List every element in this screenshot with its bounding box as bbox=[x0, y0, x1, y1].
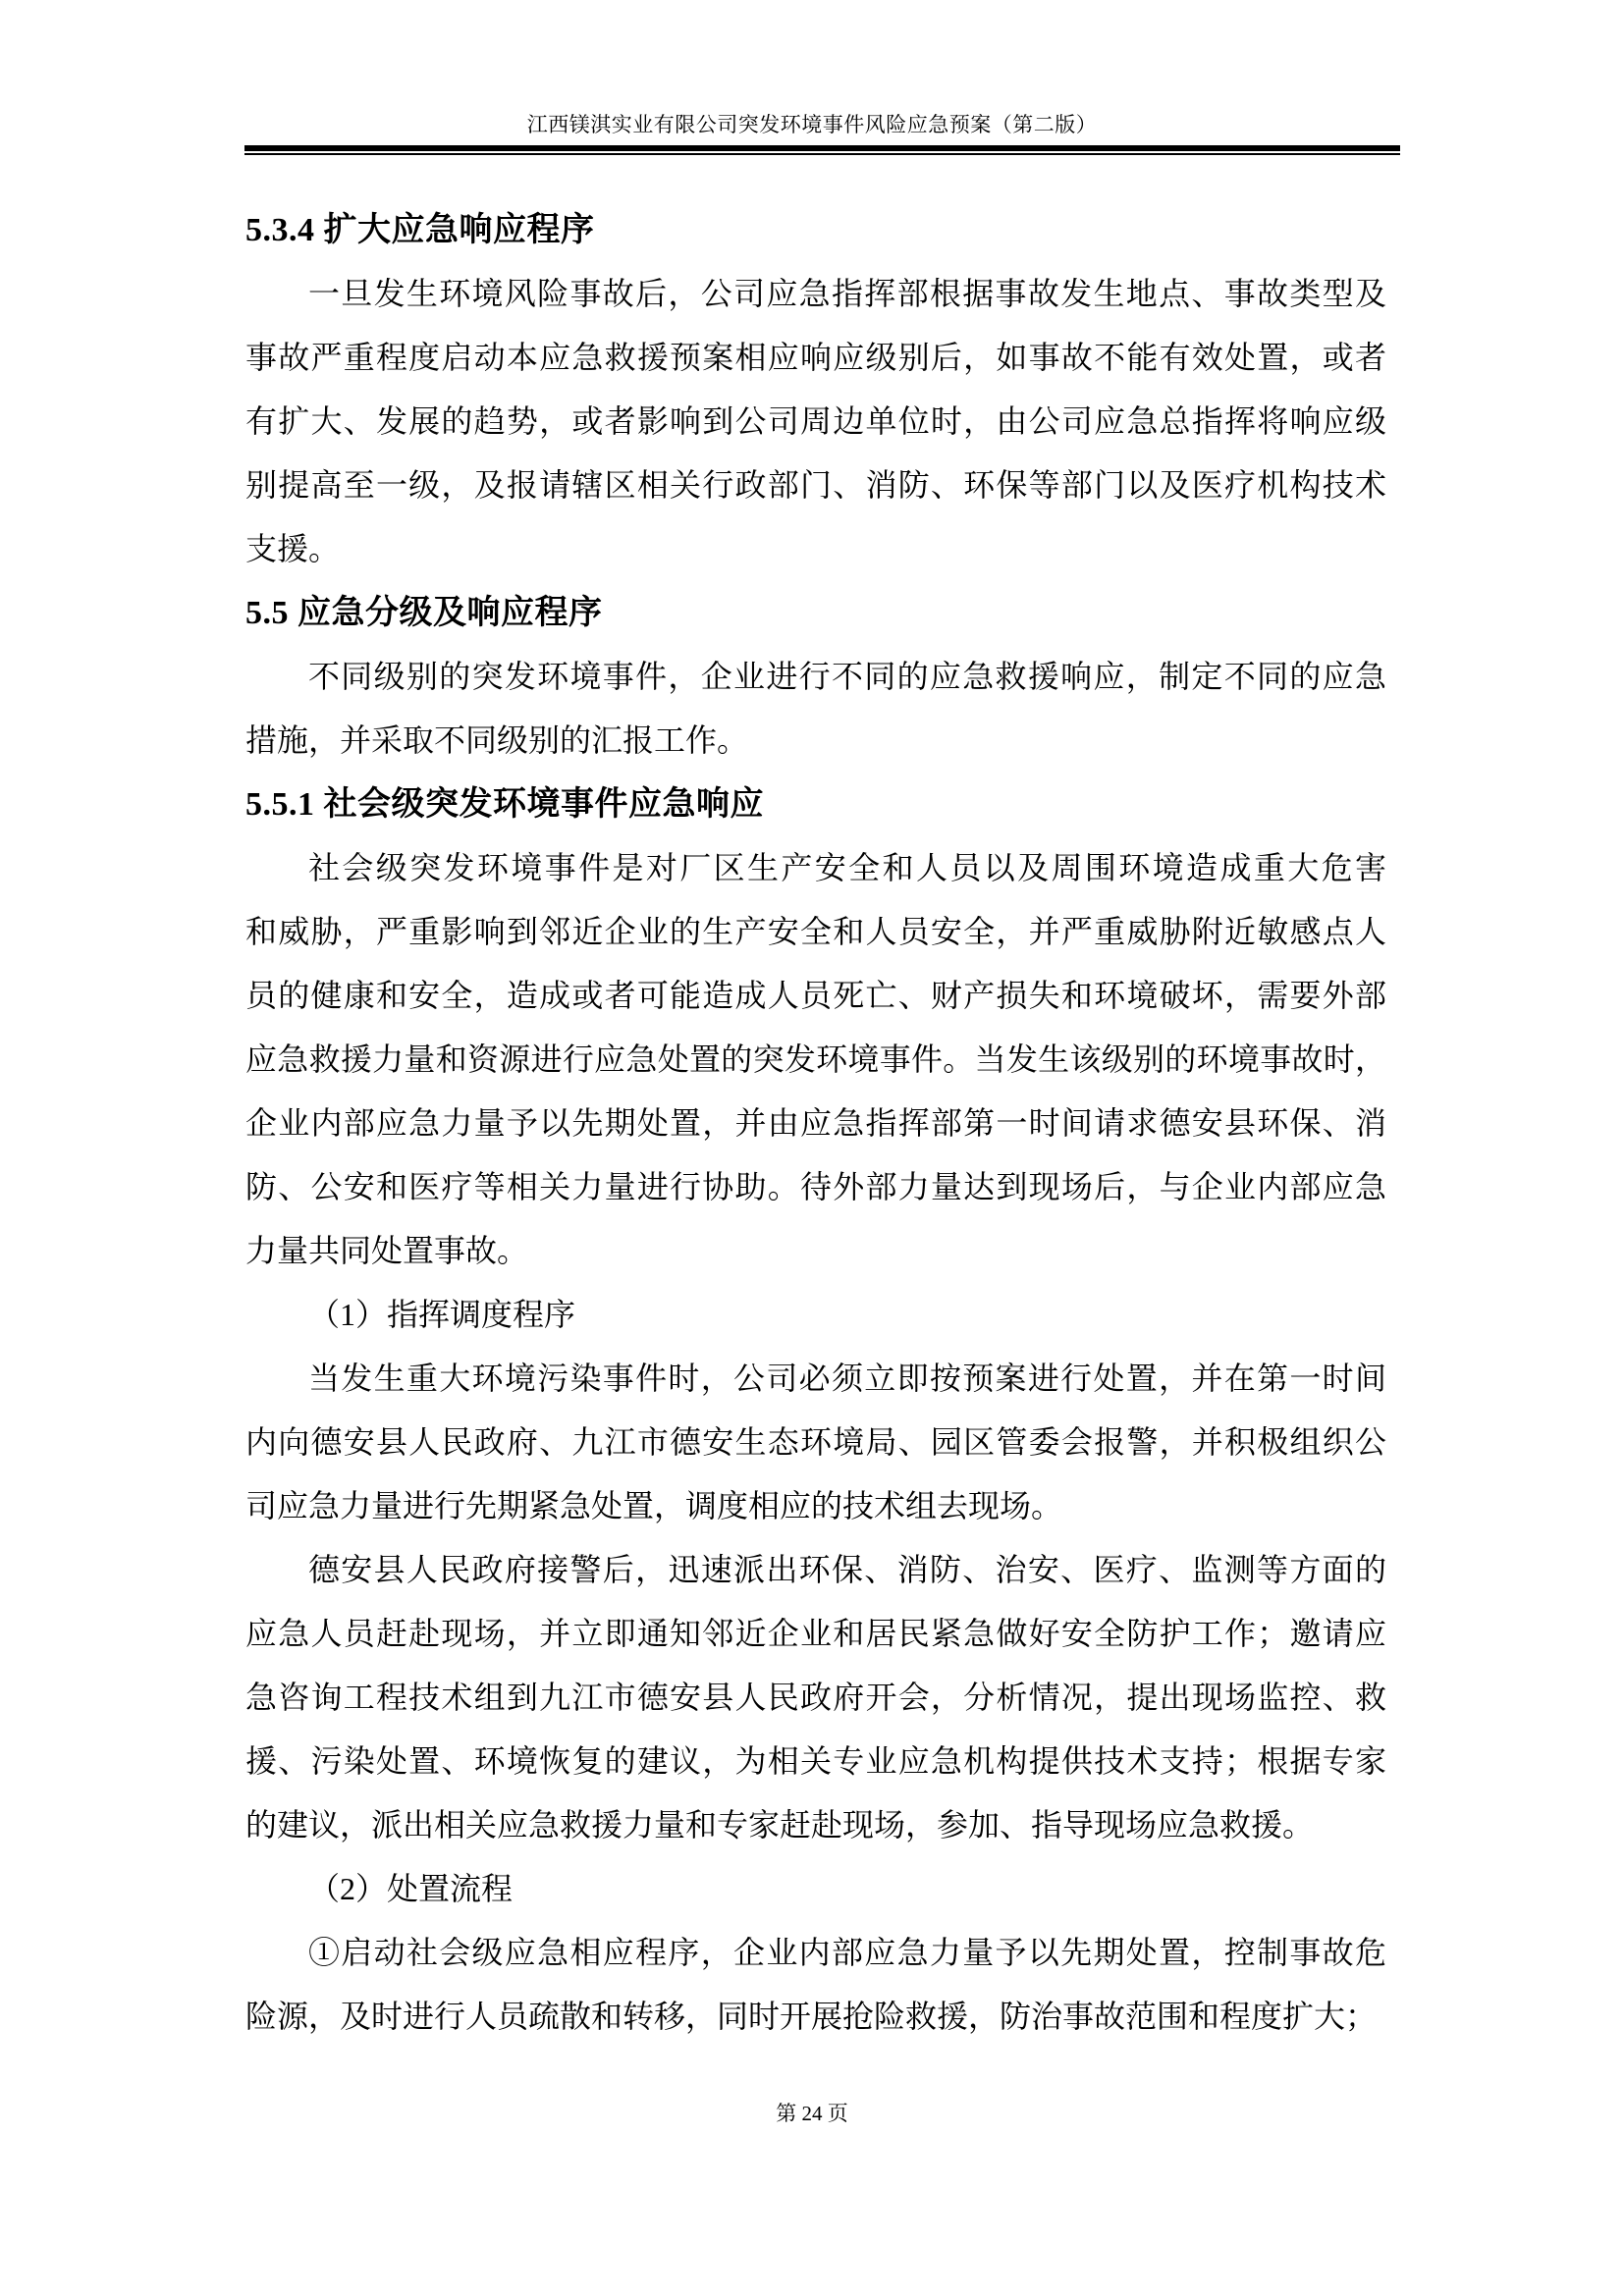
section-heading: 5.5 应急分级及响应程序 bbox=[245, 595, 603, 631]
text-line: 支援。 bbox=[245, 531, 341, 566]
section-heading: 5.5.1 社会级突发环境事件应急响应 bbox=[245, 786, 764, 823]
text-line: 力量共同处置事故。 bbox=[245, 1233, 529, 1268]
text-line: 事故严重程度启动本应急救援预案相应响应级别后，如事故不能有效处置，或者 bbox=[245, 340, 1386, 375]
text-line: 不同级别的突发环境事件，企业进行不同的应急救援响应，制定不同的应急 bbox=[308, 659, 1386, 694]
document-body bbox=[245, 198, 1386, 2049]
text-line: 援、污染处置、环境恢复的建议，为相关专业应急机构提供技术支持；根据专家 bbox=[245, 1743, 1386, 1779]
text-line: 应急人员赶赴现场，并立即通知邻近企业和居民紧急做好安全防护工作；邀请应 bbox=[245, 1616, 1386, 1651]
section-heading: 5.3.4 扩大应急响应程序 bbox=[245, 212, 595, 248]
paragraph bbox=[245, 1921, 1386, 2049]
text-line: 内向德安县人民政府、九江市德安生态环境局、园区管委会报警，并积极组织公 bbox=[245, 1424, 1386, 1460]
text-line: 险源，及时进行人员疏散和转移，同时开展抢险救援，防治事故范围和程度扩大； bbox=[245, 1999, 1378, 2034]
text-line: 和威胁，严重影响到邻近企业的生产安全和人员安全，并严重威胁附近敏感点人 bbox=[245, 914, 1386, 949]
text-line: 有扩大、发展的趋势，或者影响到公司周边单位时，由公司应急总指挥将响应级 bbox=[245, 403, 1386, 439]
text-line: 的建议，派出相关应急救援力量和专家赶赴现场，参加、指导现场应急救援。 bbox=[245, 1807, 1315, 1842]
text-line: 措施，并采取不同级别的汇报工作。 bbox=[245, 722, 749, 758]
paragraph bbox=[245, 1347, 1386, 1538]
text-line: 企业内部应急力量予以先期处置，并由应急指挥部第一时间请求德安县环保、消 bbox=[245, 1105, 1386, 1141]
text-line: （2）处置流程 bbox=[308, 1871, 514, 1906]
text-line: （1）指挥调度程序 bbox=[308, 1297, 576, 1332]
text-line: 别提高至一级，及报请辖区相关行政部门、消防、环保等部门以及医疗机构技术 bbox=[245, 467, 1386, 503]
text-line: 防、公安和医疗等相关力量进行协助。待外部力量达到现场后，与企业内部应急 bbox=[245, 1169, 1386, 1204]
paragraph bbox=[245, 262, 1386, 581]
page-header-title: 江西镁淇实业有限公司突发环境事件风险应急预案（第二版） bbox=[526, 113, 1098, 136]
text-line: 急咨询工程技术组到九江市德安县人民政府开会，分析情况，提出现场监控、救 bbox=[245, 1680, 1386, 1715]
text-line: ①启动社会级应急相应程序，企业内部应急力量予以先期处置，控制事故危 bbox=[308, 1935, 1386, 1970]
header-rule-thick bbox=[244, 145, 1400, 151]
paragraph bbox=[245, 1283, 1386, 1347]
header-rule-thin bbox=[244, 153, 1400, 155]
text-line: 员的健康和安全，造成或者可能造成人员死亡、财产损失和环境破坏，需要外部 bbox=[245, 978, 1386, 1013]
text-line: 一旦发生环境风险事故后，公司应急指挥部根据事故发生地点、事故类型及 bbox=[308, 276, 1386, 311]
text-line: 社会级突发环境事件是对厂区生产安全和人员以及周围环境造成重大危害 bbox=[308, 850, 1386, 885]
paragraph bbox=[245, 836, 1386, 1283]
text-line: 司应急力量进行先期紧急处置，调度相应的技术组去现场。 bbox=[245, 1488, 1063, 1523]
text-line: 德安县人民政府接警后，迅速派出环保、消防、治安、医疗、监测等方面的 bbox=[308, 1552, 1386, 1587]
page-number: 第 24 页 bbox=[776, 2102, 848, 2125]
text-line: 应急救援力量和资源进行应急处置的突发环境事件。当发生该级别的环境事故时， bbox=[245, 1041, 1386, 1077]
paragraph bbox=[245, 1538, 1386, 1857]
paragraph bbox=[245, 1857, 1386, 1921]
paragraph bbox=[245, 645, 1386, 773]
text-line: 当发生重大环境污染事件时，公司必须立即按预案进行处置，并在第一时间 bbox=[308, 1361, 1386, 1396]
